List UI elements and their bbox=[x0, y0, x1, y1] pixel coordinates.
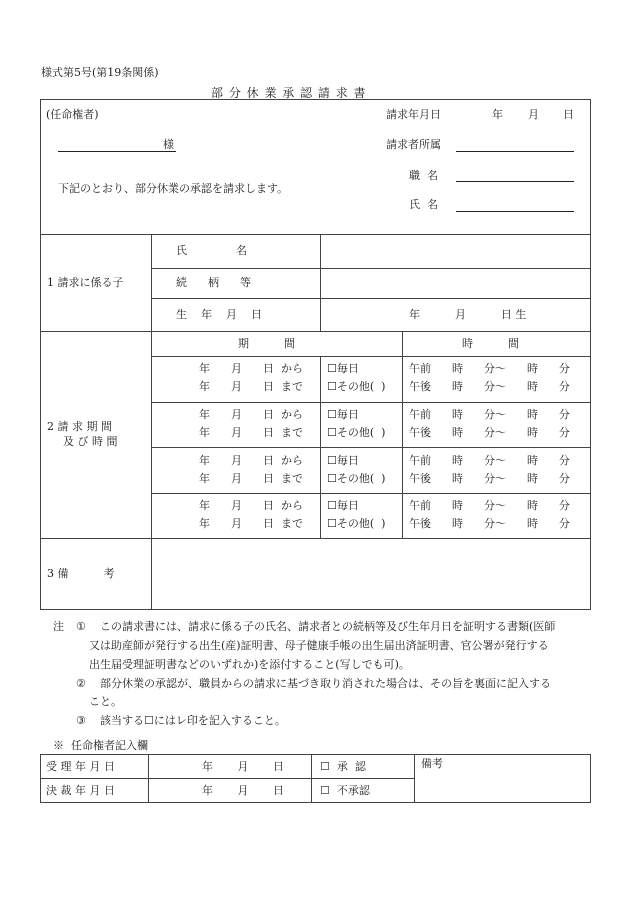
form-title: 部 分 休 業 承 認 請 求 書 bbox=[211, 86, 367, 100]
column-divider-date bbox=[320, 356, 321, 538]
position-field[interactable] bbox=[456, 181, 574, 182]
child-birth-label: 生 年 月 日 bbox=[176, 308, 262, 321]
child-birth-value: 年 月 日 生 bbox=[409, 308, 527, 321]
notes-prefix: 注 bbox=[53, 620, 64, 633]
decided-date-label: 決 裁 年 月 日 bbox=[46, 784, 115, 797]
form-number: 様式第5号(第19条関係) bbox=[41, 66, 159, 79]
period-row3-other-checkbox[interactable]: ☐その他( ) bbox=[327, 472, 386, 485]
remarks-field[interactable] bbox=[152, 539, 590, 609]
period-row1-to: 年 月 日 まで bbox=[199, 380, 303, 393]
period-row2-pm-time: 午後 時 分～ 時 分 bbox=[409, 426, 570, 439]
note3-mark: ③ bbox=[76, 714, 86, 727]
note2-line2: こと。 bbox=[89, 695, 122, 708]
approve-checkbox[interactable]: ☐ 承 認 bbox=[320, 760, 366, 773]
appointer-remarks-label: 備考 bbox=[421, 757, 443, 770]
main-form-frame bbox=[40, 99, 591, 610]
period-row1-pm-time: 午後 時 分～ 時 分 bbox=[409, 380, 570, 393]
requester-name-field[interactable] bbox=[456, 211, 574, 212]
date-year-label: 年 bbox=[492, 108, 503, 121]
decided-date-value: 年 月 日 bbox=[202, 784, 284, 797]
divider-period-header bbox=[151, 356, 591, 357]
note2-mark: ② bbox=[76, 677, 86, 690]
appointer-col3-divider bbox=[414, 754, 415, 803]
note1-mark: ① bbox=[76, 620, 86, 633]
period-row3-daily-checkbox[interactable]: ☐毎日 bbox=[327, 454, 359, 467]
appointer-section-heading: ※ 任命権者記入欄 bbox=[53, 739, 148, 752]
date-month-label: 月 bbox=[528, 108, 539, 121]
period-row1-from: 年 月 日 から bbox=[199, 362, 303, 375]
appointer-col2-divider bbox=[311, 754, 312, 803]
divider-header bbox=[40, 234, 591, 235]
divider-child-relation bbox=[151, 298, 591, 299]
period-row2-to: 年 月 日 まで bbox=[199, 426, 303, 439]
period-row4-from: 年 月 日 から bbox=[199, 499, 303, 512]
period-row2-other-checkbox[interactable]: ☐その他( ) bbox=[327, 426, 386, 439]
period-row3-to: 年 月 日 まで bbox=[199, 472, 303, 485]
appointer-label: (任命権者) bbox=[46, 108, 99, 121]
appointer-table-row-divider bbox=[40, 778, 414, 779]
request-date-label: 請求年月日 bbox=[386, 108, 441, 121]
period-row1-other-checkbox[interactable]: ☐その他( ) bbox=[327, 380, 386, 393]
period-row1-daily-checkbox[interactable]: ☐毎日 bbox=[327, 362, 359, 375]
period-row3-pm-time: 午後 時 分～ 時 分 bbox=[409, 472, 570, 485]
time-header: 時 間 bbox=[462, 337, 519, 350]
note3-line1: 該当する☐にはレ印を記入すること。 bbox=[100, 714, 286, 727]
child-name-label: 氏 名 bbox=[176, 244, 247, 257]
appointer-name-line[interactable] bbox=[58, 151, 176, 152]
section1-label: 1 請求に係る子 bbox=[47, 276, 124, 289]
period-row2-from: 年 月 日 から bbox=[199, 408, 303, 421]
section2-label-line1: 2 請 求 期 間 bbox=[47, 420, 112, 433]
divider-period-row3 bbox=[151, 493, 591, 494]
affiliation-field[interactable] bbox=[456, 151, 574, 152]
received-date-label: 受 理 年 月 日 bbox=[46, 760, 115, 773]
period-row4-daily-checkbox[interactable]: ☐毎日 bbox=[327, 499, 359, 512]
requester-name-label: 氏 名 bbox=[409, 198, 438, 211]
appointer-col1-divider bbox=[148, 754, 149, 803]
period-row1-am-time: 午前 時 分～ 時 分 bbox=[409, 362, 570, 375]
note2-line1: 部分休業の承認が、職員からの請求に基づき取り消された場合は、その旨を裏面に記入する bbox=[100, 677, 551, 690]
period-row3-from: 年 月 日 から bbox=[199, 454, 303, 467]
note1-line1: この請求書には、請求に係る子の氏名、請求者との続柄等及び生年月日を証明する書類(医師 bbox=[100, 620, 556, 633]
child-relation-label: 続 柄 等 bbox=[176, 276, 251, 289]
date-day-label: 日 bbox=[563, 108, 574, 121]
note1-line2: 又は助産師が発行する出生(産)証明書、母子健康手帳の出生届出済証明書、官公署が発行する bbox=[89, 639, 549, 652]
affiliation-label: 請求者所属 bbox=[386, 138, 441, 151]
divider-period-row1 bbox=[151, 402, 591, 403]
section2-label-line2: 及 び 時 間 bbox=[63, 435, 118, 448]
column-divider-time bbox=[402, 331, 403, 538]
position-label: 職 名 bbox=[409, 169, 438, 182]
divider-section1 bbox=[40, 331, 591, 332]
period-header: 期 間 bbox=[238, 337, 295, 350]
period-row3-am-time: 午前 時 分～ 時 分 bbox=[409, 454, 570, 467]
period-row2-daily-checkbox[interactable]: ☐毎日 bbox=[327, 408, 359, 421]
section3-label: 3 備 考 bbox=[47, 567, 115, 580]
column-divider-child bbox=[320, 234, 321, 331]
divider-period-row2 bbox=[151, 447, 591, 448]
received-date-value: 年 月 日 bbox=[202, 760, 284, 773]
sama-label: 様 bbox=[163, 138, 174, 151]
period-row2-am-time: 午前 時 分～ 時 分 bbox=[409, 408, 570, 421]
note1-line3: 出生届受理証明書などのいずれか)を添付すること(写しでも可)。 bbox=[89, 658, 410, 671]
divider-child-name bbox=[151, 268, 591, 269]
period-row4-am-time: 午前 時 分～ 時 分 bbox=[409, 499, 570, 512]
reject-checkbox[interactable]: ☐ 不承認 bbox=[320, 784, 370, 797]
period-row4-other-checkbox[interactable]: ☐その他( ) bbox=[327, 517, 386, 530]
period-row4-pm-time: 午後 時 分～ 時 分 bbox=[409, 517, 570, 530]
request-statement: 下記のとおり、部分休業の承認を請求します。 bbox=[58, 182, 289, 195]
period-row4-to: 年 月 日 まで bbox=[199, 517, 303, 530]
